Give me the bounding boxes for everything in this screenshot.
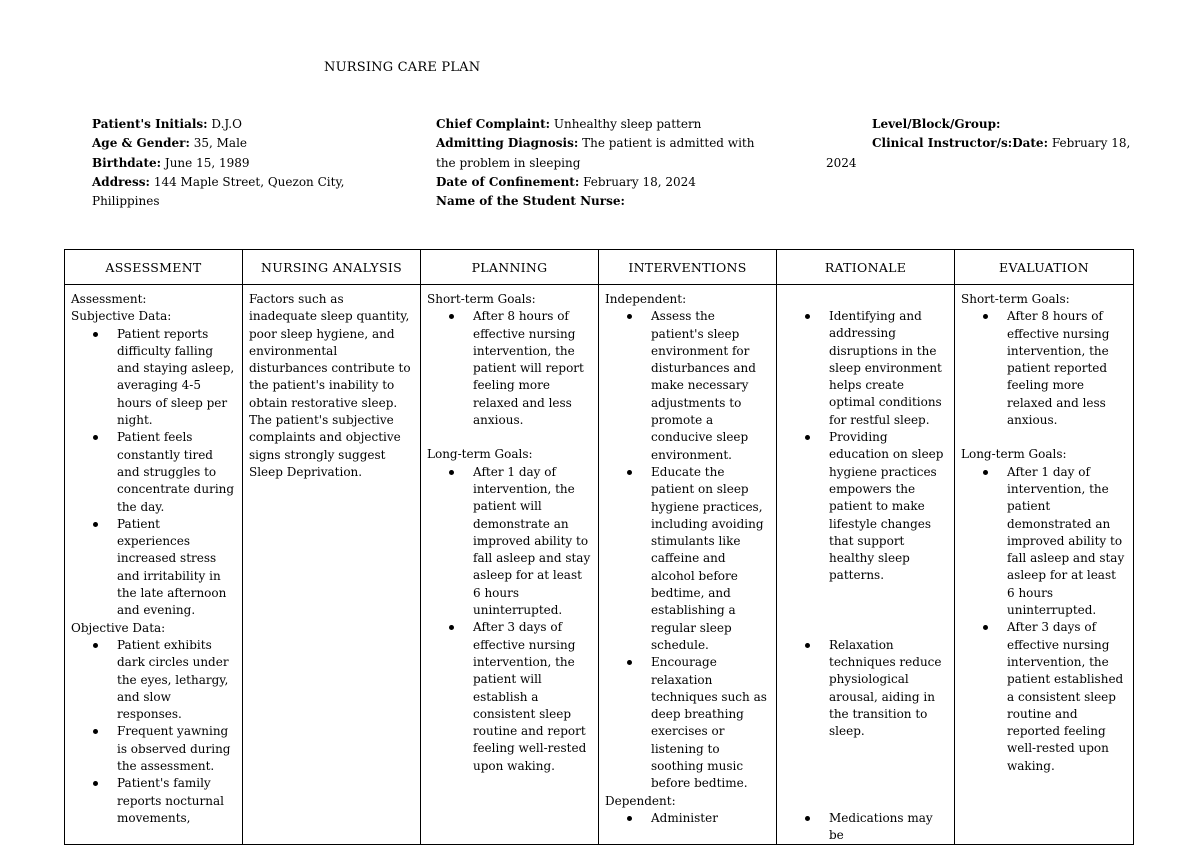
initials-value: D.J.O <box>207 117 242 131</box>
list-item-text: After 3 days of effective nursing intervention, the patient will establish a consistent sleep routine and report feeling well-rested upon waking. <box>473 620 587 773</box>
table-header-row <box>65 250 1134 285</box>
admitting-diagnosis-row <box>436 134 766 153</box>
instructor-row <box>826 134 1156 153</box>
admitting-diagnosis-value: The patient is admitted with <box>578 136 755 151</box>
list-item <box>117 429 236 515</box>
list-item <box>117 775 236 827</box>
bullet-icon <box>983 625 988 630</box>
list-item-text: Educate the patient on sleep hygiene practices, including avoiding stimulants like caffeine and alcohol before bedtime, and establishing a regular sleep schedule. <box>651 464 764 652</box>
subjective-list <box>71 326 236 620</box>
interventions-cell <box>599 285 777 845</box>
list-item <box>117 637 236 723</box>
list-item <box>1007 464 1127 620</box>
planning-long-list <box>427 464 592 775</box>
list-item-text: Patient reports difficulty falling and staying asleep, averaging 4-5 hours of sleep per night. <box>117 326 235 428</box>
document-title: NURSING CARE PLAN <box>324 60 481 75</box>
independent-label: Independent: <box>605 292 687 306</box>
evaluation-long-list <box>961 464 1127 775</box>
list-item-text: Medications may be <box>829 810 933 842</box>
initials-row <box>92 115 392 134</box>
list-item-text: After 8 hours of effective nursing intervention, the patient reported feeling more relaxed and less anxious. <box>1007 309 1110 428</box>
age-gender-value: 35, Male <box>189 136 248 151</box>
bullet-icon <box>93 522 98 527</box>
initials-label: Patient's Initials: <box>92 117 208 131</box>
confinement-row <box>436 173 766 192</box>
header-rationale: RATIONALE <box>777 250 955 285</box>
instructor-label: Clinical Instructor/s: <box>872 136 1013 151</box>
table-row <box>65 285 1134 845</box>
evaluation-short-label: Short-term Goals: <box>961 292 1070 306</box>
date-value: February 18, <box>1048 136 1131 151</box>
list-item <box>1007 308 1127 429</box>
chief-complaint-row <box>436 115 766 134</box>
header-evaluation: EVALUATION <box>955 250 1134 285</box>
chief-complaint-value: Unhealthy sleep pattern <box>550 117 702 131</box>
list-item-text: After 8 hours of effective nursing intervention, the patient will report feeling more relaxed and less anxious. <box>473 309 584 428</box>
list-item-text: Patient feels constantly tired and struggles to concentrate during the day. <box>117 430 235 514</box>
list-item <box>829 429 948 585</box>
header-assessment: ASSESSMENT <box>65 250 243 285</box>
chief-complaint-label: Chief Complaint: <box>436 117 551 131</box>
bullet-icon <box>983 470 988 475</box>
address-row-2: Philippines <box>92 194 160 209</box>
planning-short-list <box>427 308 592 429</box>
header-planning: PLANNING <box>421 250 599 285</box>
list-item-text: Patient's family reports nocturnal movements, <box>117 776 224 825</box>
list-item-text: After 1 day of intervention, the patient will demonstrate an improved ability to fall asleep and stay asleep for at least 6 hours uninterrupted. <box>473 464 591 618</box>
list-item-text: Patient exhibits dark circles under the eyes, lethargy, and slow responses. <box>117 637 229 722</box>
list-item <box>651 810 770 827</box>
admitting-diagnosis-row-2: the problem in sleeping <box>436 155 581 170</box>
list-item <box>473 619 592 775</box>
list-item-text: Patient experiences increased stress and irritability in the late afternoon and evening. <box>117 516 227 618</box>
list-item-text: Assess the patient's sleep environment for disturbances and make necessary adjustments to promote a conducive sleep environment. <box>651 309 756 462</box>
bullet-icon <box>93 781 98 786</box>
planning-long-label: Long-term Goals: <box>427 447 533 462</box>
rationale-list <box>783 308 948 844</box>
bullet-icon <box>627 470 632 475</box>
evaluation-long-label: Long-term Goals: <box>961 447 1067 462</box>
planning-short-label: Short-term Goals: <box>427 292 536 306</box>
bullet-icon <box>983 314 988 319</box>
level-row <box>826 115 1156 134</box>
objective-label: Objective Data: <box>71 620 166 635</box>
planning-cell <box>421 285 599 845</box>
evaluation-short-list <box>961 308 1127 429</box>
bullet-icon <box>805 314 810 319</box>
address-label: Address: <box>92 174 150 189</box>
bullet-icon <box>627 660 632 665</box>
student-nurse-label: Name of the Student Nurse: <box>436 194 625 209</box>
confinement-label: Date of Confinement: <box>436 174 580 189</box>
group-info-block <box>826 115 1156 173</box>
list-item-text: Frequent yawning is observed during the assessment. <box>117 724 231 774</box>
assessment-heading: Assessment: <box>71 292 147 306</box>
list-item <box>1007 619 1127 775</box>
address-value: 144 Maple Street, Quezon City, <box>150 174 345 189</box>
bullet-icon <box>627 816 632 821</box>
birthdate-value: June 15, 1989 <box>161 155 250 170</box>
list-item-text: Encourage relaxation techniques such as deep breathing exercises or listening to soothing music before bedtime. <box>651 655 767 791</box>
evaluation-cell <box>955 285 1134 845</box>
list-item-text: After 3 days of effective nursing intervention, the patient established a consistent sleep routine and reported feeling well-rested upon waking. <box>1007 620 1124 773</box>
list-item-text: Relaxation techniques reduce physiological arousal, aiding in the transition to sleep. <box>829 637 942 739</box>
objective-list <box>71 637 236 827</box>
date-row-2: 2024 <box>826 155 857 170</box>
birthdate-label: Birthdate: <box>92 155 162 170</box>
list-item-text: Administer <box>651 810 718 825</box>
independent-list <box>605 308 770 792</box>
patient-info-block <box>92 115 392 211</box>
care-plan-table <box>64 249 1134 845</box>
list-item-text: After 1 day of intervention, the patient demonstrated an improved ability to fall asleep and stay asleep for at least 6 hours uninterrupted. <box>1007 464 1125 618</box>
admission-info-block <box>436 115 766 211</box>
subjective-label: Subjective Data: <box>71 309 172 324</box>
list-item-text: Providing education on sleep hygiene practices empowers the patient to make lifestyle changes that support healthy sleep patterns. <box>829 430 944 583</box>
age-gender-row <box>92 134 392 153</box>
list-item <box>829 810 948 845</box>
bullet-icon <box>93 435 98 440</box>
confinement-value: February 18, 2024 <box>579 174 696 189</box>
list-item <box>117 326 236 430</box>
dependent-label: Dependent: <box>605 793 676 808</box>
bullet-icon <box>93 729 98 734</box>
list-item <box>117 723 236 775</box>
bullet-icon <box>449 314 454 319</box>
bullet-icon <box>805 435 810 440</box>
nursing-analysis-cell <box>243 285 421 845</box>
list-item <box>473 464 592 620</box>
list-item <box>651 464 770 654</box>
level-label: Level/Block/Group: <box>872 117 1001 131</box>
bullet-icon <box>805 643 810 648</box>
list-item <box>651 654 770 792</box>
list-item <box>829 308 948 429</box>
bullet-icon <box>627 314 632 319</box>
bullet-icon <box>805 816 810 821</box>
header-nursing-analysis: NURSING ANALYSIS <box>243 250 421 285</box>
bullet-icon <box>93 332 98 337</box>
header-interventions: INTERVENTIONS <box>599 250 777 285</box>
list-item <box>829 637 948 741</box>
bullet-icon <box>93 643 98 648</box>
analysis-text: Factors such as inadequate sleep quantity, poor sleep hygiene, and environmental disturbances contribute to the patient's inability to obtain restorative sleep. The patient's subjective complaints and objective signs strongly suggest Sleep Deprivation. <box>249 292 411 479</box>
list-item <box>473 308 592 429</box>
list-item-text: Identifying and addressing disruptions in the sleep environment helps create optimal conditions for restful sleep. <box>829 309 942 427</box>
student-nurse-row <box>436 192 766 211</box>
date-label: Date: <box>1012 136 1048 151</box>
dependent-list <box>605 810 770 827</box>
birthdate-row <box>92 154 392 173</box>
bullet-icon <box>449 625 454 630</box>
age-gender-label: Age & Gender: <box>92 136 190 151</box>
address-row <box>92 173 392 192</box>
assessment-cell <box>65 285 243 845</box>
bullet-icon <box>449 470 454 475</box>
list-item <box>651 308 770 464</box>
list-item <box>117 516 236 620</box>
rationale-cell <box>777 285 955 845</box>
admitting-diagnosis-label: Admitting Diagnosis: <box>436 136 579 151</box>
